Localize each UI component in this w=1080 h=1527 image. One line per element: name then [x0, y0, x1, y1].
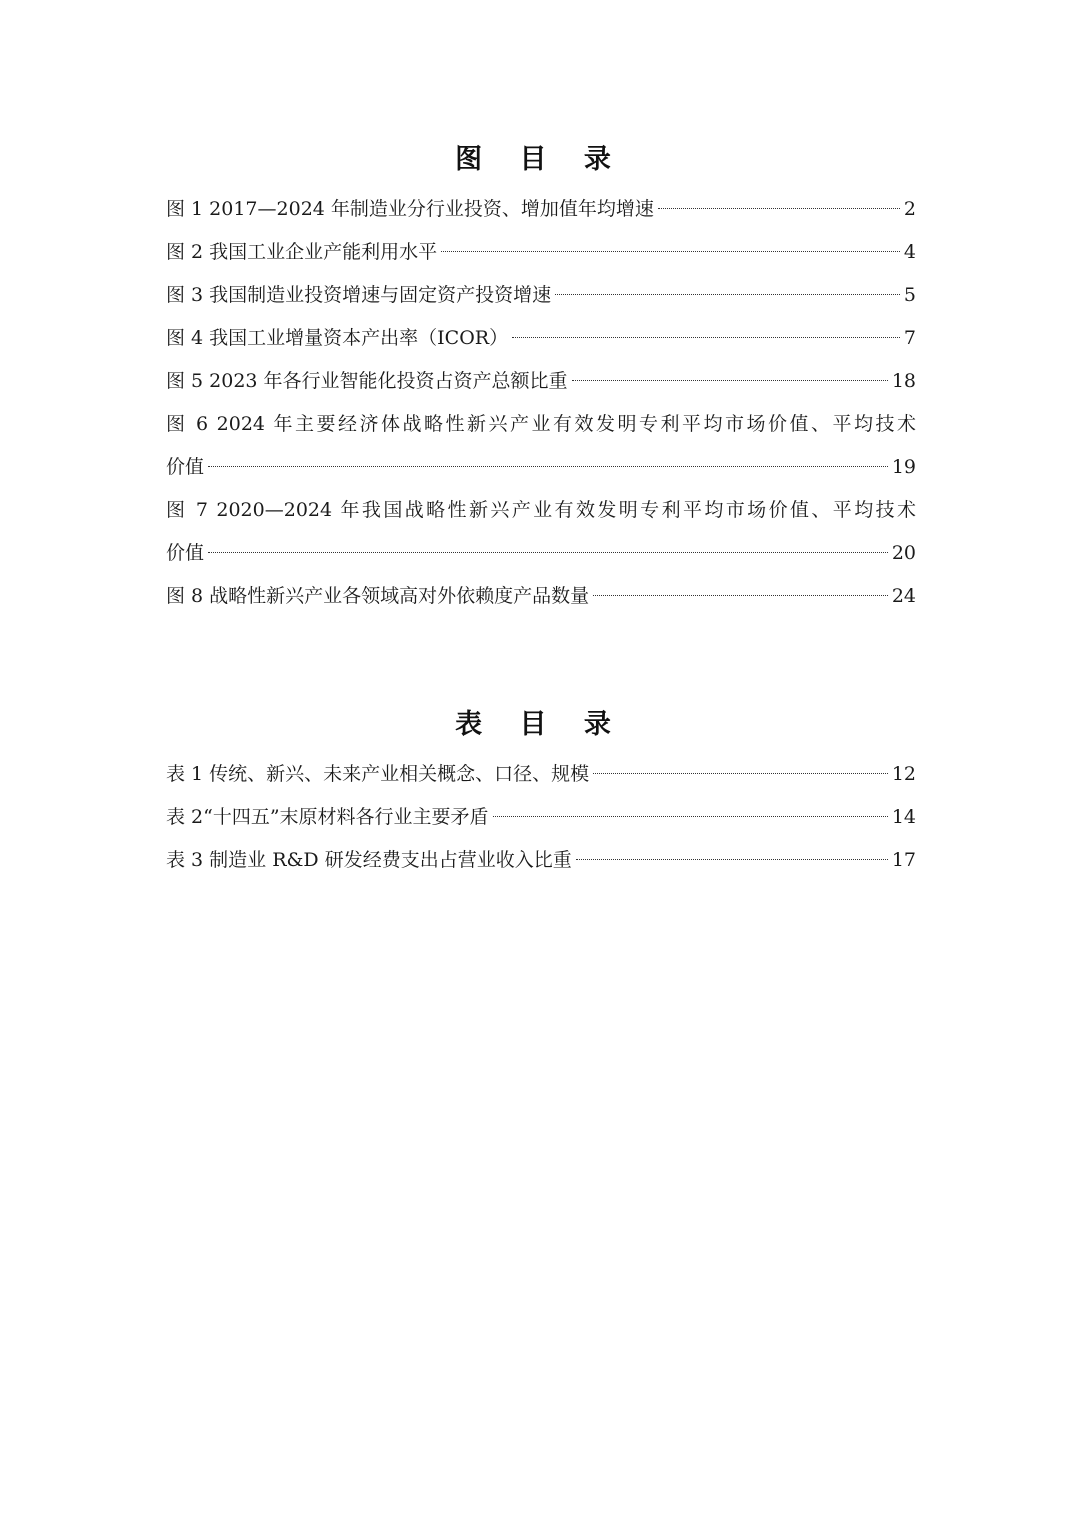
- dot-leader: [576, 859, 888, 860]
- toc-entry-label: 表 2“十四五”末原材料各行业主要矛盾: [166, 806, 489, 828]
- toc-entry-label-line2: 价值: [166, 542, 205, 564]
- toc-entry-label-line1: 图 7 2020—2024 年我国战略性新兴产业有效发明专利平均市场价值、平均技术: [166, 499, 916, 521]
- toc-entry-page: 12: [891, 763, 916, 785]
- toc-entry-page: 24: [891, 585, 916, 607]
- table-list-heading: 表 目 录: [455, 709, 625, 740]
- figure-toc: [166, 188, 916, 618]
- figure-list-heading: 图 目 录: [455, 144, 625, 175]
- toc-entry-page: 19: [891, 456, 916, 478]
- dot-leader: [441, 251, 900, 252]
- toc-entry-label-line1: 图 6 2024 年主要经济体战略性新兴产业有效发明专利平均市场价值、平均技术: [166, 413, 916, 435]
- dot-leader: [512, 337, 900, 338]
- dot-leader: [593, 595, 888, 596]
- toc-entry-label: 图 4 我国工业增量资本产出率（ICOR）: [166, 327, 509, 349]
- toc-entry-page: 18: [891, 370, 916, 392]
- dot-leader: [572, 380, 888, 381]
- dot-leader: [208, 552, 888, 553]
- toc-entry-label: 图 8 战略性新兴产业各领域高对外依赖度产品数量: [166, 585, 590, 607]
- toc-entry-page: 5: [903, 284, 916, 306]
- toc-entry-page: 2: [903, 198, 916, 220]
- dot-leader: [658, 208, 900, 209]
- toc-entry-figure-5[interactable]: [166, 360, 916, 403]
- toc-entry-figure-8[interactable]: [166, 575, 916, 618]
- toc-entry-label: 表 1 传统、新兴、未来产业相关概念、口径、规模: [166, 763, 590, 785]
- toc-entry-table-2[interactable]: [166, 796, 916, 839]
- toc-entry-label: 图 2 我国工业企业产能利用水平: [166, 241, 438, 263]
- toc-entry-page: 17: [891, 849, 916, 871]
- toc-entry-label: 图 5 2023 年各行业智能化投资占资产总额比重: [166, 370, 568, 392]
- toc-entry-page: 4: [903, 241, 916, 263]
- toc-entry-label: 图 1 2017—2024 年制造业分行业投资、增加值年均增速: [166, 198, 654, 220]
- toc-entry-figure-6[interactable]: [166, 403, 916, 489]
- toc-entry-label: 表 3 制造业 R&D 研发经费支出占营业收入比重: [166, 849, 572, 871]
- toc-entry-figure-2[interactable]: [166, 231, 916, 274]
- table-toc: [166, 753, 916, 882]
- dot-leader: [208, 466, 888, 467]
- toc-entry-page: 14: [891, 806, 916, 828]
- toc-entry-page: 20: [891, 542, 916, 564]
- toc-entry-label: 图 3 我国制造业投资增速与固定资产投资增速: [166, 284, 552, 306]
- toc-entry-figure-1[interactable]: [166, 188, 916, 231]
- toc-entry-figure-4[interactable]: [166, 317, 916, 360]
- toc-entry-figure-7[interactable]: [166, 489, 916, 575]
- toc-entry-page: 7: [903, 327, 916, 349]
- toc-entry-table-1[interactable]: [166, 753, 916, 796]
- toc-entry-figure-3[interactable]: [166, 274, 916, 317]
- dot-leader: [555, 294, 900, 295]
- toc-entry-table-3[interactable]: [166, 839, 916, 882]
- dot-leader: [493, 816, 888, 817]
- dot-leader: [593, 773, 888, 774]
- toc-entry-label-line2: 价值: [166, 456, 205, 478]
